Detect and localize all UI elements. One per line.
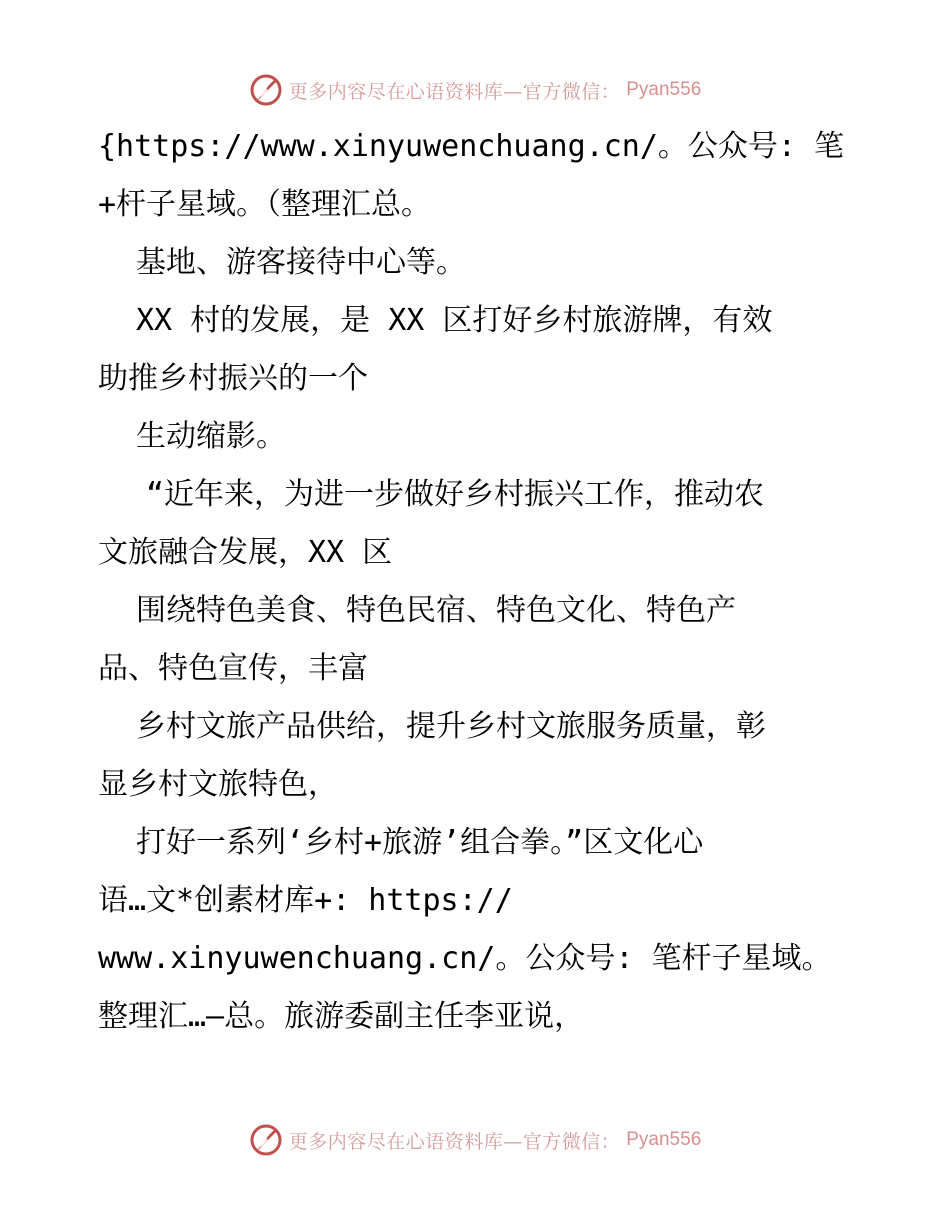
quill-pen-logo-icon	[249, 1123, 283, 1157]
footer-banner-text: 更多内容尽在心语资料库—官方微信：	[288, 1130, 621, 1153]
text-line: 助推乡村振兴的一个	[98, 361, 368, 396]
text-line: 显乡村文旅特色，	[98, 767, 338, 802]
text-line: 生动缩影。	[136, 419, 286, 454]
text-line: 打好一系列‘乡村+旅游’组合拳。”区文化心	[136, 825, 704, 860]
header-banner-content	[249, 73, 702, 107]
text-line: 文旅融合发展，XX 区	[98, 535, 393, 570]
footer-banner-content	[249, 1123, 702, 1157]
text-line: 乡村文旅产品供给，提升乡村文旅服务质量，彰	[136, 709, 766, 744]
text-line: 基地、游客接待中心等。	[136, 245, 466, 280]
text-line: 语…文*创素材库+: https://	[98, 883, 513, 918]
header-banner-text: 更多内容尽在心语资料库—官方微信：	[288, 80, 621, 103]
text-line: XX 村的发展，是 XX 区打好乡村旅游牌，有效	[136, 303, 773, 338]
text-line: {https://www.xinyuwenchuang.cn/。公众号: 笔	[98, 129, 845, 164]
text-line: www.xinyuwenchuang.cn/。公众号: 笔杆子星域。	[98, 941, 832, 976]
footer-banner-handle: Pyan556	[626, 1129, 702, 1150]
header-banner	[0, 70, 950, 110]
text-line: 品、特色宣传，丰富	[98, 651, 368, 686]
header-banner-handle: Pyan556	[626, 79, 702, 100]
quill-pen-logo-icon	[249, 73, 283, 107]
text-line: “近年来，为进一步做好乡村振兴工作，推动农	[146, 477, 765, 512]
text-line: +杆子星域。（整理汇总。	[98, 187, 432, 222]
text-line: 整理汇…—总。旅游委副主任李亚说，	[98, 999, 585, 1034]
footer-banner	[0, 1120, 950, 1160]
text-line: 围绕特色美食、特色民宿、特色文化、特色产	[136, 593, 736, 628]
